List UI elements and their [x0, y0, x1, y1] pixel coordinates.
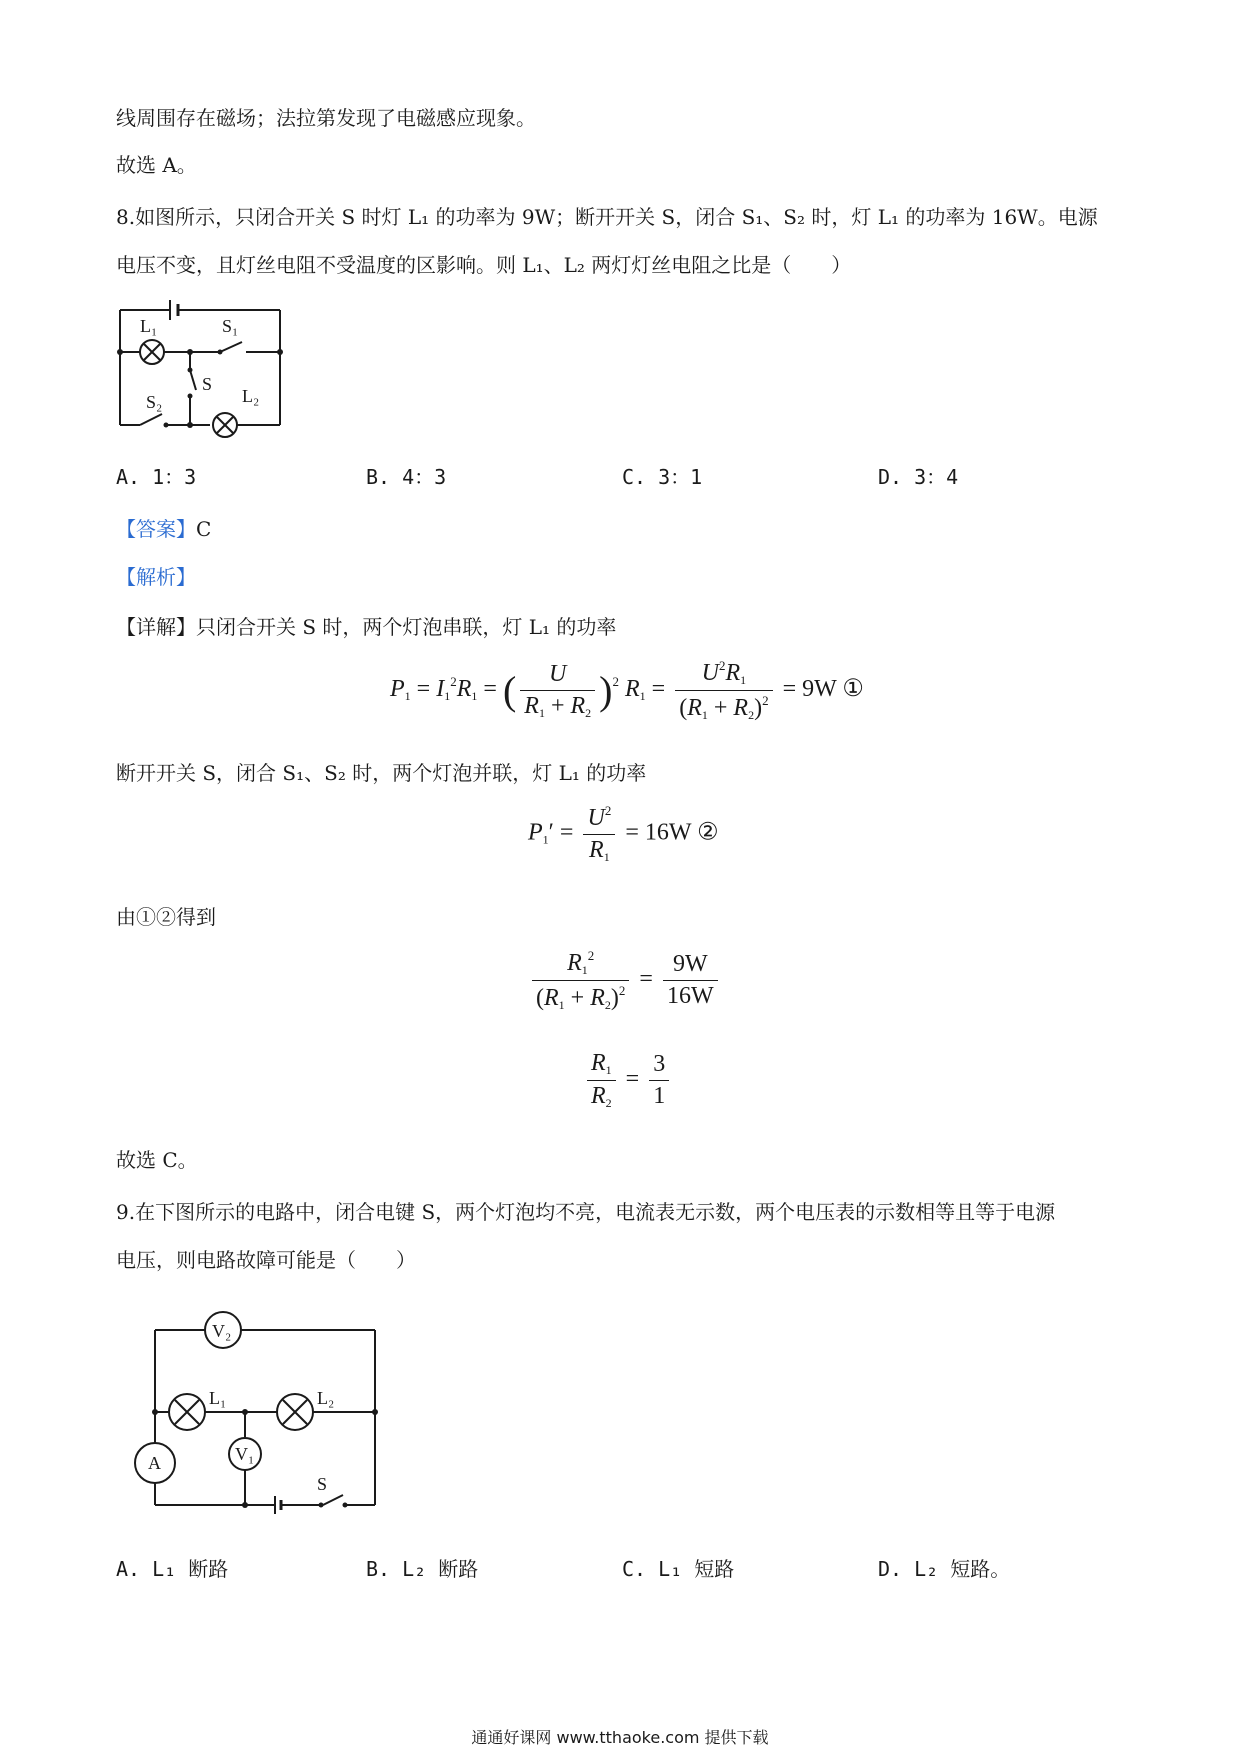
- page-footer: 通通好课网 www.tthaoke.com 提供下载: [471, 1728, 769, 1747]
- equation-4-den: 1: [653, 1083, 666, 1109]
- equation-3: $\frac{R_1^2}{(R_1 + R_2)^2}$ = $\frac{9W}{16W}$: [528, 948, 722, 1013]
- detail-text: 只闭合开关 S 时，两个灯泡串联，灯 L₁ 的功率: [196, 615, 617, 639]
- label-s: S: [202, 374, 213, 394]
- label-l1: L₁: [140, 316, 158, 336]
- analysis-tag: 【解析】: [116, 565, 196, 589]
- circuit-diagram-q8: [110, 290, 290, 450]
- label-l2: L₂: [242, 386, 260, 406]
- question-9-stem-cont: 电压，则电路故障可能是（ ）: [116, 1248, 416, 1272]
- option-a: A. 1：3: [116, 465, 197, 489]
- option-c: C. L₁ 短路: [622, 1557, 735, 1581]
- question-8-stem: 8.如图所示，只闭合开关 S 时灯 L₁ 的功率为 9W；断开开关 S，闭合 S₁、S₂ 时，灯 L₁ 的功率为 16W。电源: [116, 205, 1098, 229]
- label-s: S: [317, 1474, 328, 1494]
- label-v1: V₁: [235, 1444, 255, 1464]
- equation-3-num: 9W: [663, 951, 718, 981]
- option-b: B. L₂ 断路: [366, 1557, 479, 1581]
- text-line: 线周围存在磁场；法拉第发现了电磁感应现象。: [116, 106, 536, 130]
- equation-1: $P_1 = I_1^2R_1$ = ( $\frac{U}{R_1 + R_2}$ )$^2$ $R_1$ = $\frac{U^2R_1}{(R_1 + R_2)^2}$ = 9W ①: [390, 658, 864, 722]
- equation-4-num: 3: [649, 1051, 669, 1081]
- option-b: B. 4：3: [366, 465, 447, 489]
- question-8-stem-cont: 电压不变，且灯丝电阻不受温度的区影响。则 L₁、L₂ 两灯灯丝电阻之比是（ ）: [116, 253, 852, 277]
- option-a: A. L₁ 断路: [116, 1557, 229, 1581]
- equation-3-den: 16W: [666, 983, 714, 1009]
- equation-2-result: = 16W ②: [625, 819, 719, 846]
- equation-1-result: = 9W ①: [782, 676, 864, 703]
- label-l1: L₁: [209, 1388, 227, 1408]
- equation-2: $P_1'$ = $\frac{U^2}{R_1}$ = 16W ②: [528, 803, 719, 864]
- label-l2: L₂: [317, 1388, 335, 1408]
- equation-4: $\frac{R_1}{R_2}$ = $\frac{3}{1}$: [583, 1050, 673, 1111]
- label-s2: S₂: [146, 392, 163, 412]
- option-d: D. L₂ 短路。: [878, 1557, 1011, 1581]
- detail-tag: 【详解】: [116, 615, 196, 639]
- answer-tag: 【答案】: [116, 517, 196, 541]
- answer-value: C: [196, 517, 212, 541]
- option-d: D. 3：4: [878, 465, 959, 489]
- text-line: 故选 C。: [116, 1148, 198, 1172]
- label-v2: V₂: [212, 1321, 232, 1341]
- circuit-diagram-q9: [125, 1300, 405, 1540]
- text-line: 故选 A。: [116, 153, 197, 177]
- text-line: 断开开关 S，闭合 S₁、S₂ 时，两个灯泡并联，灯 L₁ 的功率: [116, 761, 647, 785]
- option-c: C. 3：1: [622, 465, 703, 489]
- label-a: A: [148, 1453, 161, 1473]
- question-9-stem: 9.在下图所示的电路中，闭合电键 S，两个灯泡均不亮，电流表无示数，两个电压表的示数相等且等于电源: [116, 1200, 1056, 1224]
- text-line: 由①②得到: [116, 905, 216, 929]
- label-s1: S₁: [222, 316, 239, 336]
